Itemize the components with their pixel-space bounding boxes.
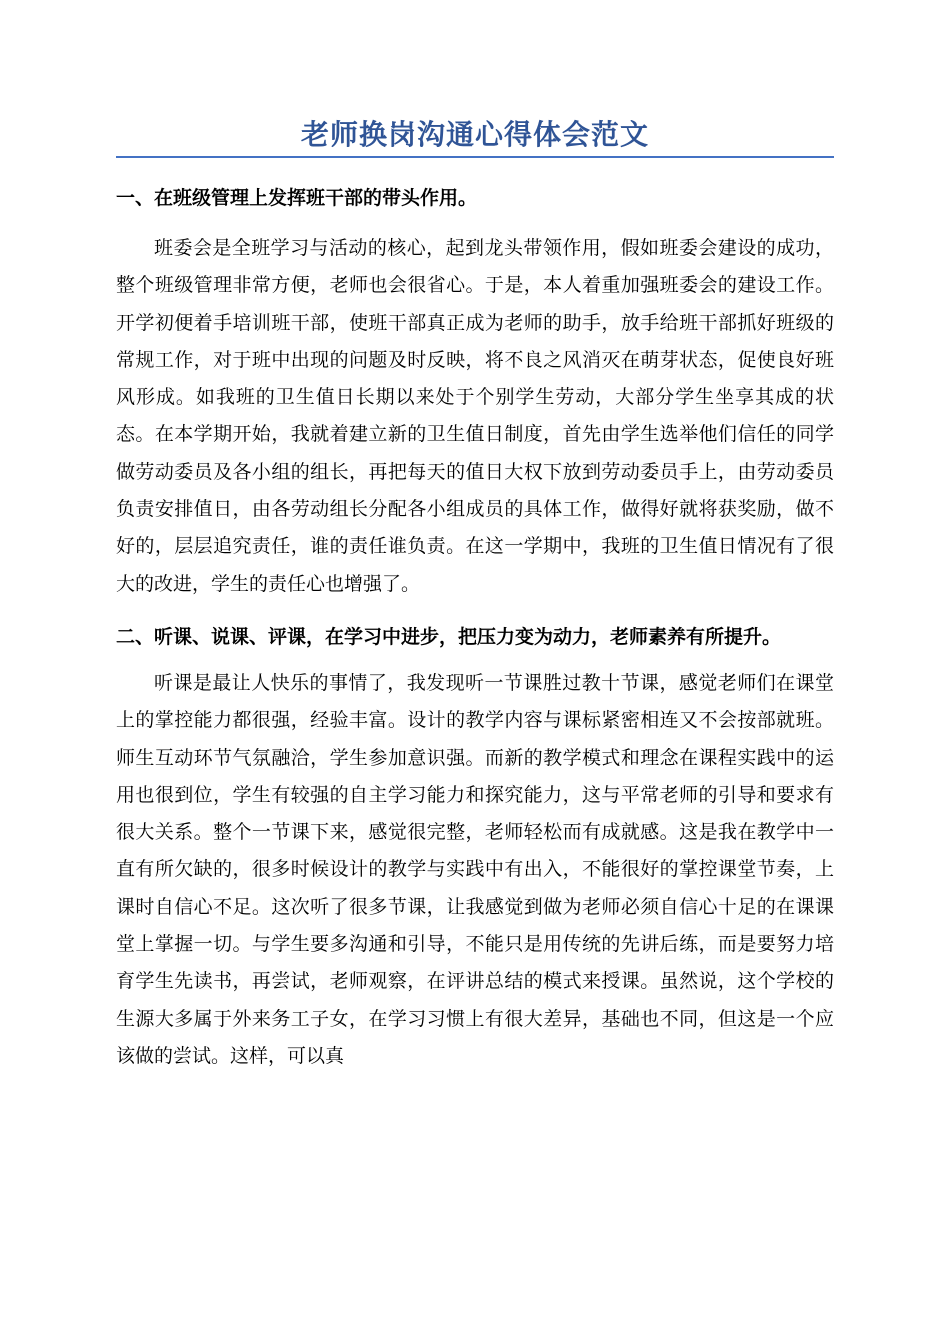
document-title: 老师换岗沟通心得体会范文 <box>300 118 649 151</box>
section-1 <box>116 180 834 603</box>
section-paragraph: 班委会是全班学习与活动的核心，起到龙头带领作用，假如班委会建设的成功，整个班级管理非常方便，老师也会很省心。于是，本人着重加强班委会的建设工作。开学初便着手培训班干部，使班干部真正成为老师的助手，放手给班干部抓好班级的常规工作，对于班中出现的问题及时反映，将不良之风消灭在萌芽状态，促使良好班风形成。如我班的卫生值日长期以来处于个别学生劳动，大部分学生坐享其成的状态。在本学期开始，我就着建立新的卫生值日制度，首先由学生选举他们信任的同学做劳动委员及各小组的组长，再把每天的值日大权下放到劳动委员手上，由劳动委员负责安排值日，由各劳动组长分配各小组成员的具体工作，做得好就将获奖励，做不好的，层层追究责任，谁的责任谁负责。在这一学期中，我班的卫生值日情况有了很大的改进，学生的责任心也增强了。 <box>116 237 834 595</box>
section-paragraph: 听课是最让人快乐的事情了，我发现听一节课胜过教十节课，感觉老师们在课堂上的掌控能力都很强，经验丰富。设计的教学内容与课标紧密相连又不会按部就班。师生互动环节气氛融洽，学生参加意识强。而新的教学模式和理念在课程实践中的运用也很到位，学生有较强的自主学习能力和探究能力，这与平常老师的引导和要求有很大关系。整个一节课下来，感觉很完整，老师轻松而有成就感。这是我在教学中一直有所欠缺的，很多时候设计的教学与实践中有出入，不能很好的掌控课堂节奏，上课时自信心不足。这次听了很多节课，让我感觉到做为老师必须自信心十足的在课课堂上掌握一切。与学生要多沟通和引导，不能只是用传统的先讲后练，而是要努力培育学生先读书，再尝试，老师观察，在评讲总结的模式来授课。虽然说，这个学校的生源大多属于外来务工子女，在学习习惯上有很大差异，基础也不同，但这是一个应该做的尝试。这样，可以真 <box>116 671 834 1067</box>
title-underline <box>116 156 834 158</box>
section-heading: 二、听课、说课、评课，在学习中进步，把压力变为动力，老师素养有所提升。 <box>116 625 782 648</box>
section-2 <box>116 619 834 1075</box>
document-page <box>116 0 834 1344</box>
section-heading: 一、在班级管理上发挥班干部的带头作用。 <box>116 187 478 209</box>
